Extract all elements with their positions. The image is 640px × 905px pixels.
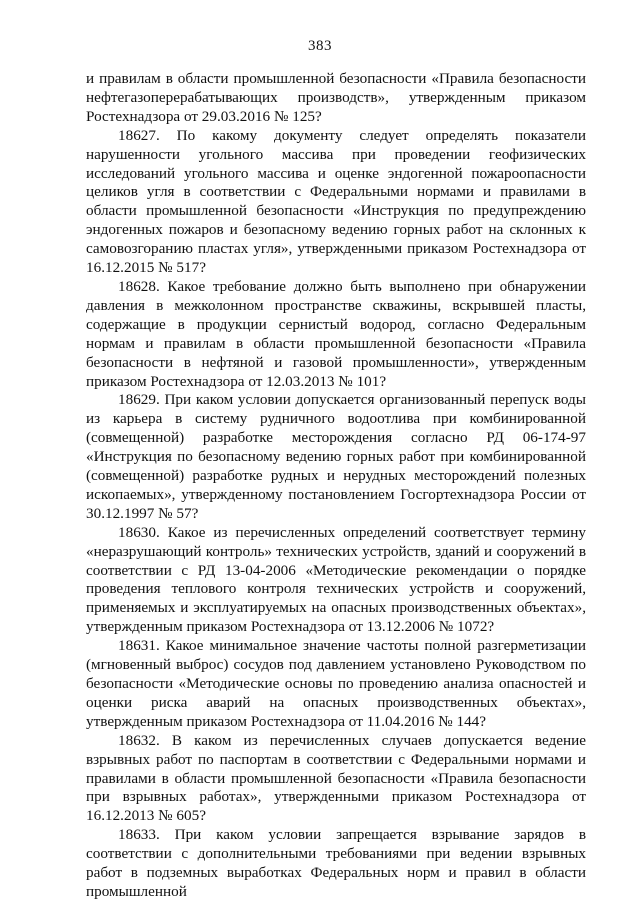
question-18631: 18631. Какое минимальное значение частоты полной разгерметизации (мгновенный выброс) сосудов под давлением установлено Руководством по безопасности «Методические основы по проведению анализа опасностей и оценки риска аварий на опасных производственных объектах», утвержденным приказом Ростехнадзора от 11.04.2016 № 144? <box>86 637 586 730</box>
page-number: 383 <box>308 38 332 54</box>
question-18632: 18632. В каком из перечисленных случаев допускается ведение взрывных работ по паспортам в соответствии с Федеральными нормами и правилами в области промышленной безопасности «Правила безопасности при взрывных работах», утвержденными приказом Ростехнадзора от 16.12.2013 № 605? <box>86 731 586 825</box>
document-body <box>86 70 586 902</box>
paragraph-continuation: и правилам в области промышленной безопасности «Правила безопасности нефтегазоперерабатывающих производств», утвержденным приказом Ростехнадзора от 29.03.2016 № 125? <box>86 70 586 125</box>
question-18629: 18629. При каком условии допускается организованный перепуск воды из карьера в систему рудничного водоотлива при комбинированной (совмещенной) разработке месторождения согласно РД 06-174-97 «Инструкция по безопасному ведению горных работ при комбинированной (совмещенной) разработке рудных и нерудных месторождений полезных ископаемых», утвержденному постановлением Госгортехнадзора России от 30.12.1997 № 57? <box>86 391 586 522</box>
question-18633: 18633. При каком условии запрещается взрывание зарядов в соответствии с дополнительными требованиями при ведении взрывных работ в подземных выработках Федеральных норм и правил в области промышленной <box>86 826 586 900</box>
question-18627: 18627. По какому документу следует определять показатели нарушенности угольного массива при проведении геофизических исследований угольного массива и оценке эндогенной пожароопасности целиков угля в соответствии с Федеральными нормами и правилами в области промышленной безопасности «Инструкция по предупреждению эндогенных пожаров и безопасному ведению горных работ на склонных к самовозгоранию пластах угля», утвержденными приказом Ростехнадзора от 16.12.2015 № 517? <box>86 126 586 277</box>
question-18630: 18630. Какое из перечисленных определений соответствует термину «неразрушающий контроль» технических устройств, зданий и сооружений в соответствии с РД 13-04-2006 «Методические рекомендации о порядке проведения теплового контроля технических устройств и сооружений, применяемых и эксплуатируемых на опасных производственных объектах», утвержденным приказом Ростехнадзора от 13.12.2006 № 1072? <box>86 523 586 636</box>
question-18628: 18628. Какое требование должно быть выполнено при обнаружении давления в межколонном пространстве скважины, вскрывшей пласты, содержащие в продукции сернистый водород, согласно Федеральным нормам и правилам в области промышленной безопасности «Правила безопасности в нефтяной и газовой промышленности», утвержденным приказом Ростехнадзора от 12.03.2013 № 101? <box>86 277 586 390</box>
